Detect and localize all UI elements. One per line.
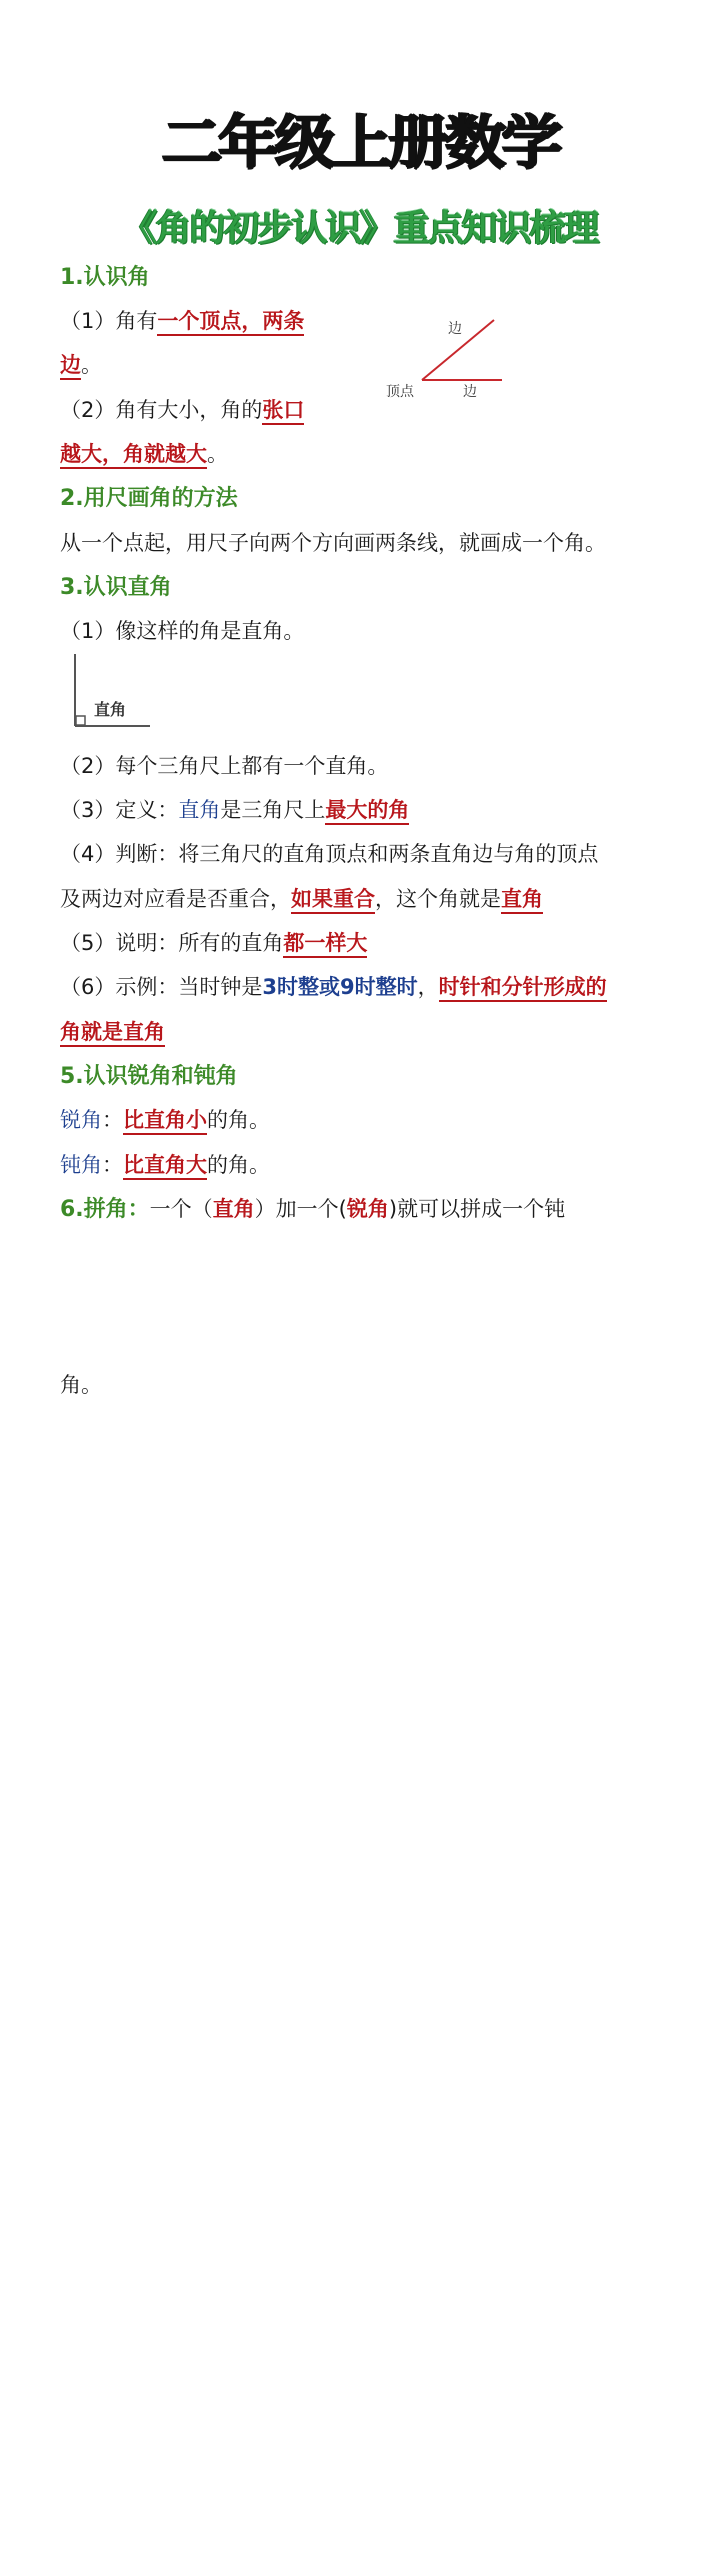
s3-line-6b: 角就是直角 bbox=[60, 1017, 165, 1047]
section-5-heading: 5.认识锐角和钝角 bbox=[60, 1064, 238, 1089]
s3-line-3: （3）定义：直角是三角尺上最大的角 bbox=[60, 795, 409, 825]
right-angle-label: 直角 bbox=[94, 700, 127, 719]
right-angle-diagram bbox=[70, 652, 160, 732]
s3-line-4: （4）判断：将三角尺的直角顶点和两条直角边与角的顶点 bbox=[60, 842, 599, 866]
angle-label-vertex: 顶点 bbox=[386, 384, 414, 400]
s6-answer-1: 直角 bbox=[212, 1197, 255, 1221]
s3-line-5: （5）说明：所有的直角都一样大 bbox=[60, 928, 367, 958]
s2-text: 从一个点起，用尺子向两个方向画两条线，就画成一个角。 bbox=[60, 531, 606, 555]
s3-line-6: （6）示例：当时钟是3时整或9时整时，时针和分针形成的 bbox=[60, 972, 607, 1002]
section-2-heading: 2.用尺画角的方法 bbox=[60, 486, 238, 511]
s1-line-2b: 越大，角就越大。 bbox=[60, 439, 228, 469]
s1-line-1b: 边。 bbox=[60, 350, 102, 380]
page-title: 二年级上册数学 bbox=[161, 108, 558, 176]
s6-answer-2: 锐角 bbox=[346, 1197, 389, 1221]
s6-line-end: 角。 bbox=[60, 1373, 102, 1397]
s3-line-1: （1）像这样的角是直角。 bbox=[60, 619, 305, 643]
page-subtitle: 《角的初步认识》重点知识梳理 bbox=[121, 208, 598, 249]
right-angle-mark bbox=[76, 716, 85, 725]
s1-line-1: （1）角有一个顶点，两条 bbox=[60, 306, 304, 336]
angle-label-edge-bottom: 边 bbox=[463, 384, 477, 400]
section-3-heading: 3.认识直角 bbox=[60, 575, 172, 600]
section-1-heading: 1.认识角 bbox=[60, 265, 150, 290]
s5-acute: 锐角：比直角小的角。 bbox=[60, 1105, 270, 1135]
s1-highlight-1: 一个顶点，两条 bbox=[157, 309, 304, 336]
s5-obtuse: 钝角：比直角大的角。 bbox=[60, 1150, 270, 1180]
s3-line-2: （2）每个三角尺上都有一个直角。 bbox=[60, 754, 389, 778]
s6-line: 6.拼角：一个（直角）加一个(锐角)就可以拼成一个钝 bbox=[60, 1197, 566, 1222]
angle-label-edge-top: 边 bbox=[448, 321, 462, 337]
s1-line-2: （2）角有大小，角的张口 bbox=[60, 395, 304, 425]
s3-line-4b: 及两边对应看是否重合，如果重合，这个角就是直角 bbox=[60, 884, 543, 914]
